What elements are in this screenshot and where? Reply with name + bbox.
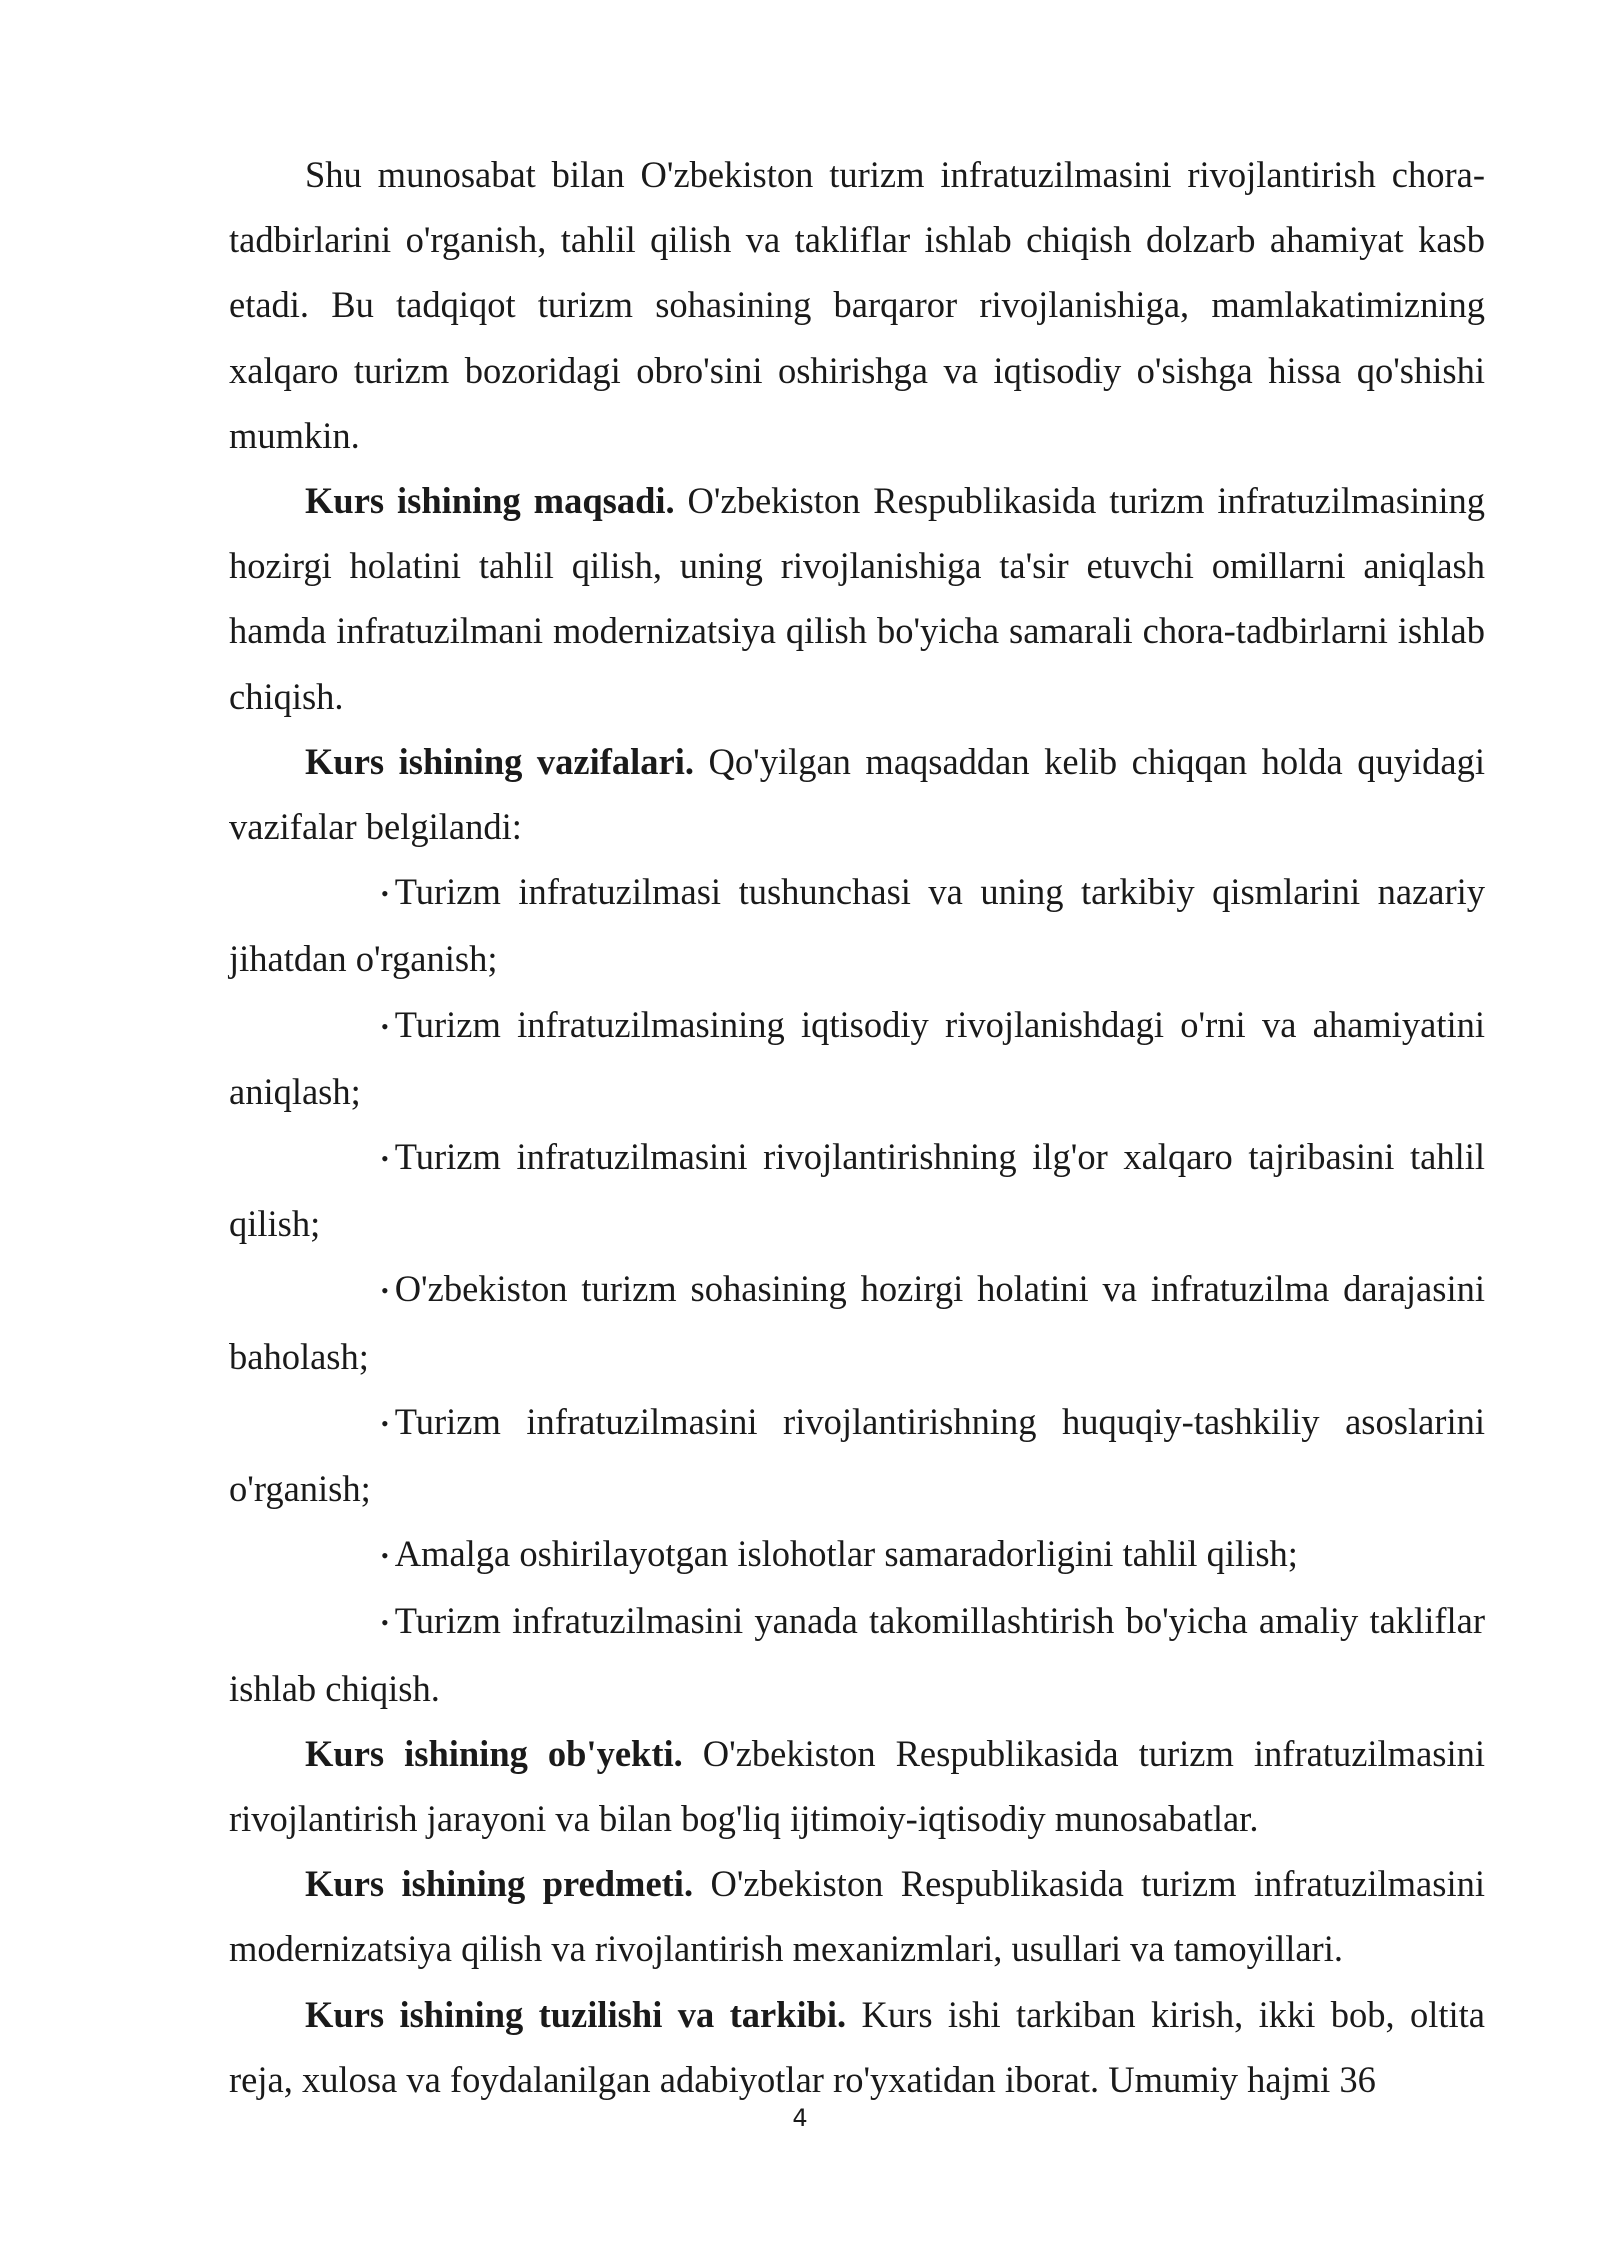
- list-item-text: Amalga oshirilayotgan islohotlar samaradorligini tahlil qilish;: [394, 1533, 1298, 1575]
- structure-paragraph: [229, 1982, 1485, 2112]
- structure-text: Kurs ishi tarkiban kirish, ikki bob, oltita reja, xulosa va foydalanilgan adabiyotlar ro'yxatidan iborat. Umumiy hajmi 36: [229, 1993, 1485, 2100]
- bullet-icon: •: [381, 1610, 389, 1636]
- list-item: [229, 992, 1485, 1124]
- subject-text: O'zbekiston Respublikasida turizm infratuzilmasini modernizatsiya qilish va rivojlantirish mexanizmlari, usullari va tamoyillari.: [229, 1863, 1485, 1970]
- object-heading: Kurs ishining ob'yekti.: [305, 1732, 683, 1774]
- list-item-text: Turizm infratuzilmasining iqtisodiy rivojlanishdagi o'rni va ahamiyatini aniqlash;: [229, 1003, 1485, 1112]
- page-number: 4: [792, 2104, 808, 2132]
- list-item-text: O'zbekiston turizm sohasining hozirgi holatini va infratuzilma darajasini baholash;: [229, 1268, 1485, 1377]
- goal-text: O'zbekiston Respublikasida turizm infratuzilmasining hozirgi holatini tahlil qilish, uning rivojlanishiga ta'sir etuvchi omillarni aniqlash hamda infratuzilmani modernizatsiya qilish bo'yicha samarali chora-tadbirlarni ishlab chiqish.: [229, 480, 1485, 717]
- object-paragraph: [229, 1721, 1485, 1851]
- bullet-icon: •: [381, 1543, 389, 1569]
- bullet-icon: •: [381, 881, 389, 907]
- list-item: [229, 1521, 1485, 1588]
- list-item: [229, 859, 1485, 991]
- tasks-text: Qo'yilgan maqsaddan kelib chiqqan holda quyidagi vazifalar belgilandi:: [229, 740, 1485, 848]
- intro-paragraph: [229, 142, 1485, 468]
- subject-heading: Kurs ishining predmeti.: [305, 1863, 694, 1905]
- goal-paragraph: [229, 468, 1485, 729]
- tasks-heading: Kurs ishining vazifalari.: [305, 740, 694, 782]
- tasks-list: [229, 859, 1485, 1721]
- object-text: O'zbekiston Respublikasida turizm infratuzilmasini rivojlantirish jarayoni va bilan bog'liq ijtimoiy-iqtisodiy munosabatlar.: [229, 1732, 1486, 1840]
- bullet-icon: •: [381, 1146, 389, 1172]
- bullet-icon: •: [381, 1410, 389, 1436]
- page-body: [229, 142, 1485, 2112]
- list-item-text: Turizm infratuzilmasini rivojlantirishning ilg'or xalqaro tajribasini tahlil qilish;: [229, 1136, 1485, 1245]
- list-item: [229, 1588, 1485, 1720]
- intro-text: Shu munosabat bilan O'zbekiston turizm infratuzilmasini rivojlantirish chora-tadbirlarini o'rganish, tahlil qilish va takliflar ishlab chiqish dolzarb ahamiyat kasb etadi. Bu tadqiqot turizm sohasining barqaror rivojlanishiga, mamlakatimizning xalqaro turizm bozoridagi obro'sini oshirishga va iqtisodiy o'sishga hissa qo'shishi mumkin.: [229, 154, 1485, 456]
- list-item: [229, 1256, 1485, 1388]
- list-item-text: Turizm infratuzilmasini rivojlantirishning huquqiy-tashkiliy asoslarini o'rganish;: [229, 1400, 1485, 1510]
- tasks-paragraph: [229, 729, 1485, 859]
- list-item: [229, 1389, 1485, 1521]
- subject-paragraph: [229, 1851, 1485, 1981]
- goal-heading: Kurs ishining maqsadi.: [305, 480, 675, 522]
- list-item-text: Turizm infratuzilmasini yanada takomillashtirish bo'yicha amaliy takliflar ishlab chiqish.: [229, 1600, 1485, 1709]
- bullet-icon: •: [381, 1013, 389, 1039]
- list-item: [229, 1124, 1485, 1256]
- bullet-icon: •: [381, 1278, 389, 1304]
- list-item-text: Turizm infratuzilmasi tushunchasi va uning tarkibiy qismlarini nazariy jihatdan o'rganish;: [229, 871, 1485, 980]
- structure-heading: Kurs ishining tuzilishi va tarkibi.: [305, 1993, 847, 2035]
